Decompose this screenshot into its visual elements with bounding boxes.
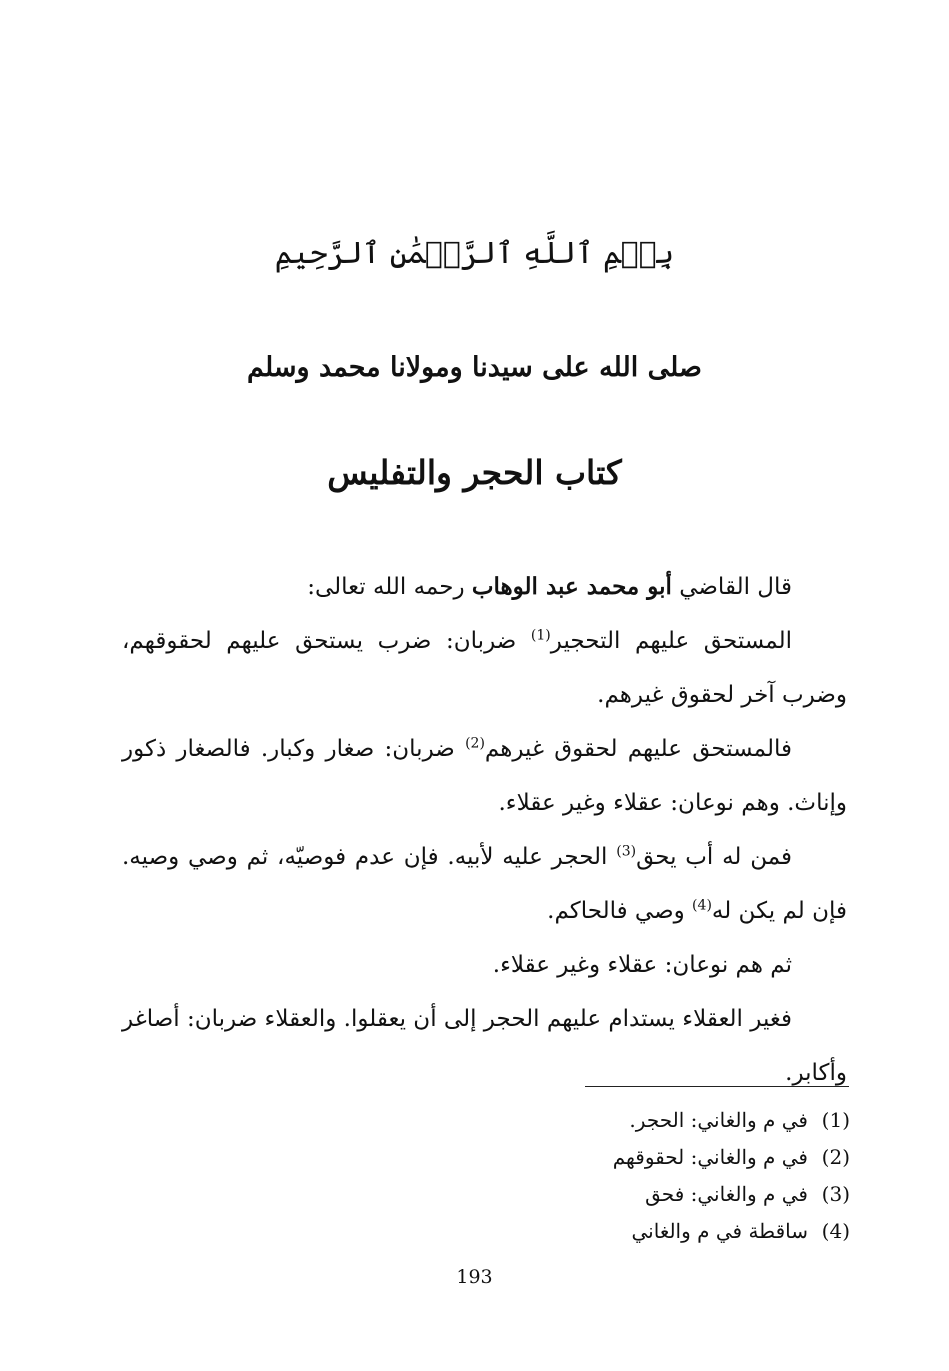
footnote-ref-4: (4) — [692, 897, 712, 914]
paragraph-3-text-b: ضربان: صغار وكبار. فالصغار ذكور وإناث. وهم نوعان: عقلاء وغير عقلاء. — [122, 736, 847, 816]
footnote-text: في م والغاني: الحجر. — [629, 1108, 808, 1132]
paragraph-4-text-b: الحجر عليه لأبيه. فإن عدم فوصيّه، ثم وصي وصيه. فإن لم يكن له — [122, 844, 847, 924]
footnote-item — [560, 1213, 850, 1250]
chapter-title: كتاب الحجر والتفليس — [327, 453, 622, 492]
footnote-text: في م والغاني: لحقوقهم — [612, 1145, 808, 1169]
intro-text-start: قال القاضي — [671, 574, 792, 600]
paragraph-2-text-a: المستحق عليهم التحجير — [550, 628, 792, 654]
footnote-divider — [585, 1086, 849, 1087]
paragraph-intro — [122, 560, 847, 614]
paragraph-4-text-c: وصي فالحاكم. — [547, 898, 693, 924]
paragraph-5: ثم هم نوعان: عقلاء وغير عقلاء. — [492, 952, 792, 978]
salutation-line: صلى الله على سيدنا ومولانا محمد وسلم — [247, 352, 702, 383]
footnote-text: ساقطة في م والغاني — [631, 1219, 808, 1243]
footnote-item — [560, 1102, 850, 1139]
paragraph-3-text-a: فالمستحق عليهم لحقوق غيرهم — [484, 736, 792, 762]
footnote-ref-2: (2) — [465, 735, 485, 752]
footnote-number: (1) — [821, 1108, 850, 1132]
author-name: أبو محمد عبد الوهاب — [471, 573, 672, 600]
footnote-ref-3: (3) — [616, 843, 637, 860]
paragraph-3 — [122, 722, 847, 830]
paragraph-2-text-b: ضربان: ضرب يستحق عليهم لحقوقهم، وضرب آخر لحقوق غيرهم. — [122, 628, 847, 708]
footnote-number: (2) — [821, 1145, 850, 1169]
paragraph-4-text-a: فمن له أب يحق — [636, 844, 793, 870]
footnote-text: في م والغاني: فحق — [645, 1182, 808, 1206]
footnote-item — [560, 1176, 850, 1213]
paragraph-4 — [122, 830, 847, 938]
paragraph-2 — [122, 614, 847, 722]
basmala-heading: بِسۡمِ ٱللَّهِ ٱلرَّحۡمَٰنِ ٱلرَّحِيمِ — [274, 236, 675, 271]
footnote-ref-1: (1) — [530, 627, 551, 644]
footnote-item — [560, 1139, 850, 1176]
page-number: 193 — [456, 1266, 493, 1288]
footnote-number: (3) — [821, 1182, 850, 1206]
footnotes-list — [560, 1102, 850, 1250]
body-text — [122, 560, 847, 1100]
paragraph-6: فغير العقلاء يستدام عليهم الحجر إلى أن يعقلوا. والعقلاء ضربان: أصاغر وأكابر. — [122, 1006, 847, 1086]
footnote-number: (4) — [821, 1219, 850, 1243]
intro-text-end: رحمه الله تعالى: — [307, 574, 472, 600]
